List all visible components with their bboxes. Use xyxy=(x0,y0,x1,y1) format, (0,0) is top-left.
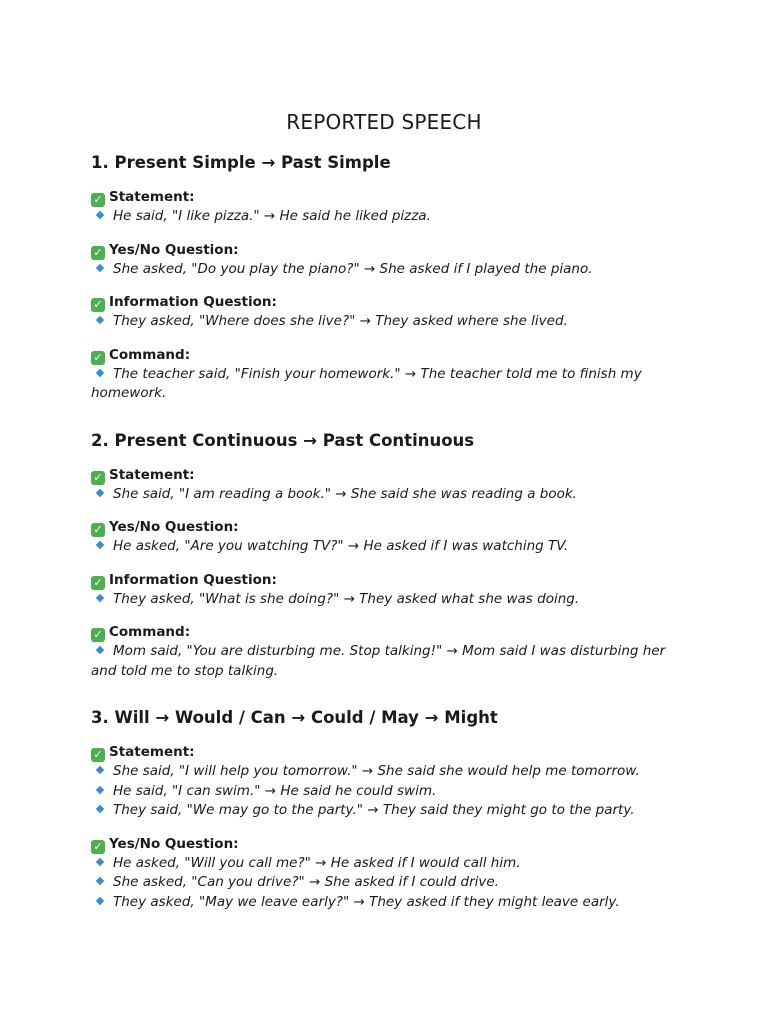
group-label xyxy=(91,835,681,854)
group-label-text: Command: xyxy=(109,624,191,640)
group-label xyxy=(91,518,681,537)
example-line xyxy=(91,873,681,893)
section xyxy=(91,152,681,404)
example-text: Mom said, "You are disturbing me. Stop talking!" → Mom said I was disturbing her and told me to stop talking. xyxy=(91,643,666,679)
section xyxy=(91,430,681,682)
small-blue-diamond-icon xyxy=(96,541,104,549)
group-label-text: Yes/No Question: xyxy=(109,835,239,852)
check-mark-icon: ✓ xyxy=(91,576,105,590)
example-group xyxy=(91,835,681,913)
example-text: They asked, "Where does she live?" → They asked where she lived. xyxy=(113,313,568,329)
group-label-text: Command: xyxy=(109,346,191,363)
check-mark-icon: ✓ xyxy=(91,748,105,762)
example-line xyxy=(91,782,681,802)
example-group xyxy=(91,743,681,821)
small-blue-diamond-icon xyxy=(96,805,104,813)
example-group xyxy=(91,241,681,280)
example-line xyxy=(91,207,681,227)
group-label-text: Information Question: xyxy=(109,571,277,588)
small-blue-diamond-icon xyxy=(96,877,104,885)
example-line xyxy=(91,893,681,913)
group-label xyxy=(91,241,681,260)
example-line xyxy=(91,801,681,821)
small-blue-diamond-icon xyxy=(96,646,104,654)
example-line xyxy=(91,312,681,332)
example-group xyxy=(91,623,681,681)
small-blue-diamond-icon xyxy=(96,316,104,324)
group-label-text: Statement: xyxy=(109,466,195,483)
group-label xyxy=(91,293,681,312)
example-text: She said, "I am reading a book." → She said she was reading a book. xyxy=(113,485,577,502)
example-text: They asked, "May we leave early?" → They asked if they might leave early. xyxy=(113,893,620,910)
group-label xyxy=(91,346,681,365)
example-text: She said, "I will help you tomorrow." → She said she would help me tomorrow. xyxy=(113,763,640,779)
small-blue-diamond-icon xyxy=(96,766,104,774)
check-mark-icon: ✓ xyxy=(91,628,105,642)
example-text: He asked, "Will you call me?" → He asked if I would call him. xyxy=(113,854,521,871)
example-line xyxy=(91,260,681,280)
group-label xyxy=(91,571,681,590)
small-blue-diamond-icon xyxy=(96,368,104,376)
example-group xyxy=(91,518,681,557)
check-mark-icon: ✓ xyxy=(91,351,105,365)
page-title: REPORTED SPEECH xyxy=(286,110,482,134)
example-line xyxy=(91,537,681,557)
example-group xyxy=(91,571,681,610)
example-group xyxy=(91,188,681,227)
check-mark-icon: ✓ xyxy=(91,471,105,485)
example-text: She asked, "Do you play the piano?" → She asked if I played the piano. xyxy=(113,260,593,277)
section-heading: 1. Present Simple → Past Simple xyxy=(91,153,391,172)
example-text: She asked, "Can you drive?" → She asked if I could drive. xyxy=(113,874,499,890)
group-label xyxy=(91,743,681,762)
example-text: They said, "We may go to the party." → They said they might go to the party. xyxy=(113,802,635,818)
example-line xyxy=(91,762,681,782)
section xyxy=(91,707,681,912)
example-text: He said, "I can swim." → He said he could swim. xyxy=(113,782,437,799)
group-label-text: Statement: xyxy=(109,744,195,760)
group-label xyxy=(91,623,681,642)
check-mark-icon: ✓ xyxy=(91,523,105,537)
check-mark-icon: ✓ xyxy=(91,246,105,260)
small-blue-diamond-icon xyxy=(96,857,104,865)
example-group xyxy=(91,293,681,332)
example-line xyxy=(91,485,681,505)
check-mark-icon: ✓ xyxy=(91,840,105,854)
example-group xyxy=(91,466,681,505)
group-label xyxy=(91,188,681,207)
example-line xyxy=(91,590,681,610)
small-blue-diamond-icon xyxy=(96,211,104,219)
group-label-text: Information Question: xyxy=(109,294,277,310)
small-blue-diamond-icon xyxy=(96,593,104,601)
example-text: He asked, "Are you watching TV?" → He asked if I was watching TV. xyxy=(113,538,569,554)
example-text: They asked, "What is she doing?" → They asked what she was doing. xyxy=(113,590,580,607)
example-line xyxy=(91,365,681,404)
example-group xyxy=(91,346,681,404)
example-line xyxy=(91,854,681,874)
section-heading: 2. Present Continuous → Past Continuous xyxy=(91,430,475,450)
example-line xyxy=(91,642,681,681)
document-body xyxy=(91,152,681,912)
check-mark-icon: ✓ xyxy=(91,298,105,312)
example-text: He said, "I like pizza." → He said he liked pizza. xyxy=(113,208,431,224)
small-blue-diamond-icon xyxy=(96,896,104,904)
group-label-text: Yes/No Question: xyxy=(109,519,239,535)
small-blue-diamond-icon xyxy=(96,785,104,793)
group-label-text: Yes/No Question: xyxy=(109,241,239,258)
group-label xyxy=(91,466,681,485)
small-blue-diamond-icon xyxy=(96,263,104,271)
section-heading: 3. Will → Would / Can → Could / May → Might xyxy=(91,708,498,727)
small-blue-diamond-icon xyxy=(96,488,104,496)
example-text: The teacher said, "Finish your homework." → The teacher told me to finish my homework. xyxy=(91,365,642,401)
group-label-text: Statement: xyxy=(109,189,195,205)
check-mark-icon: ✓ xyxy=(91,193,105,207)
